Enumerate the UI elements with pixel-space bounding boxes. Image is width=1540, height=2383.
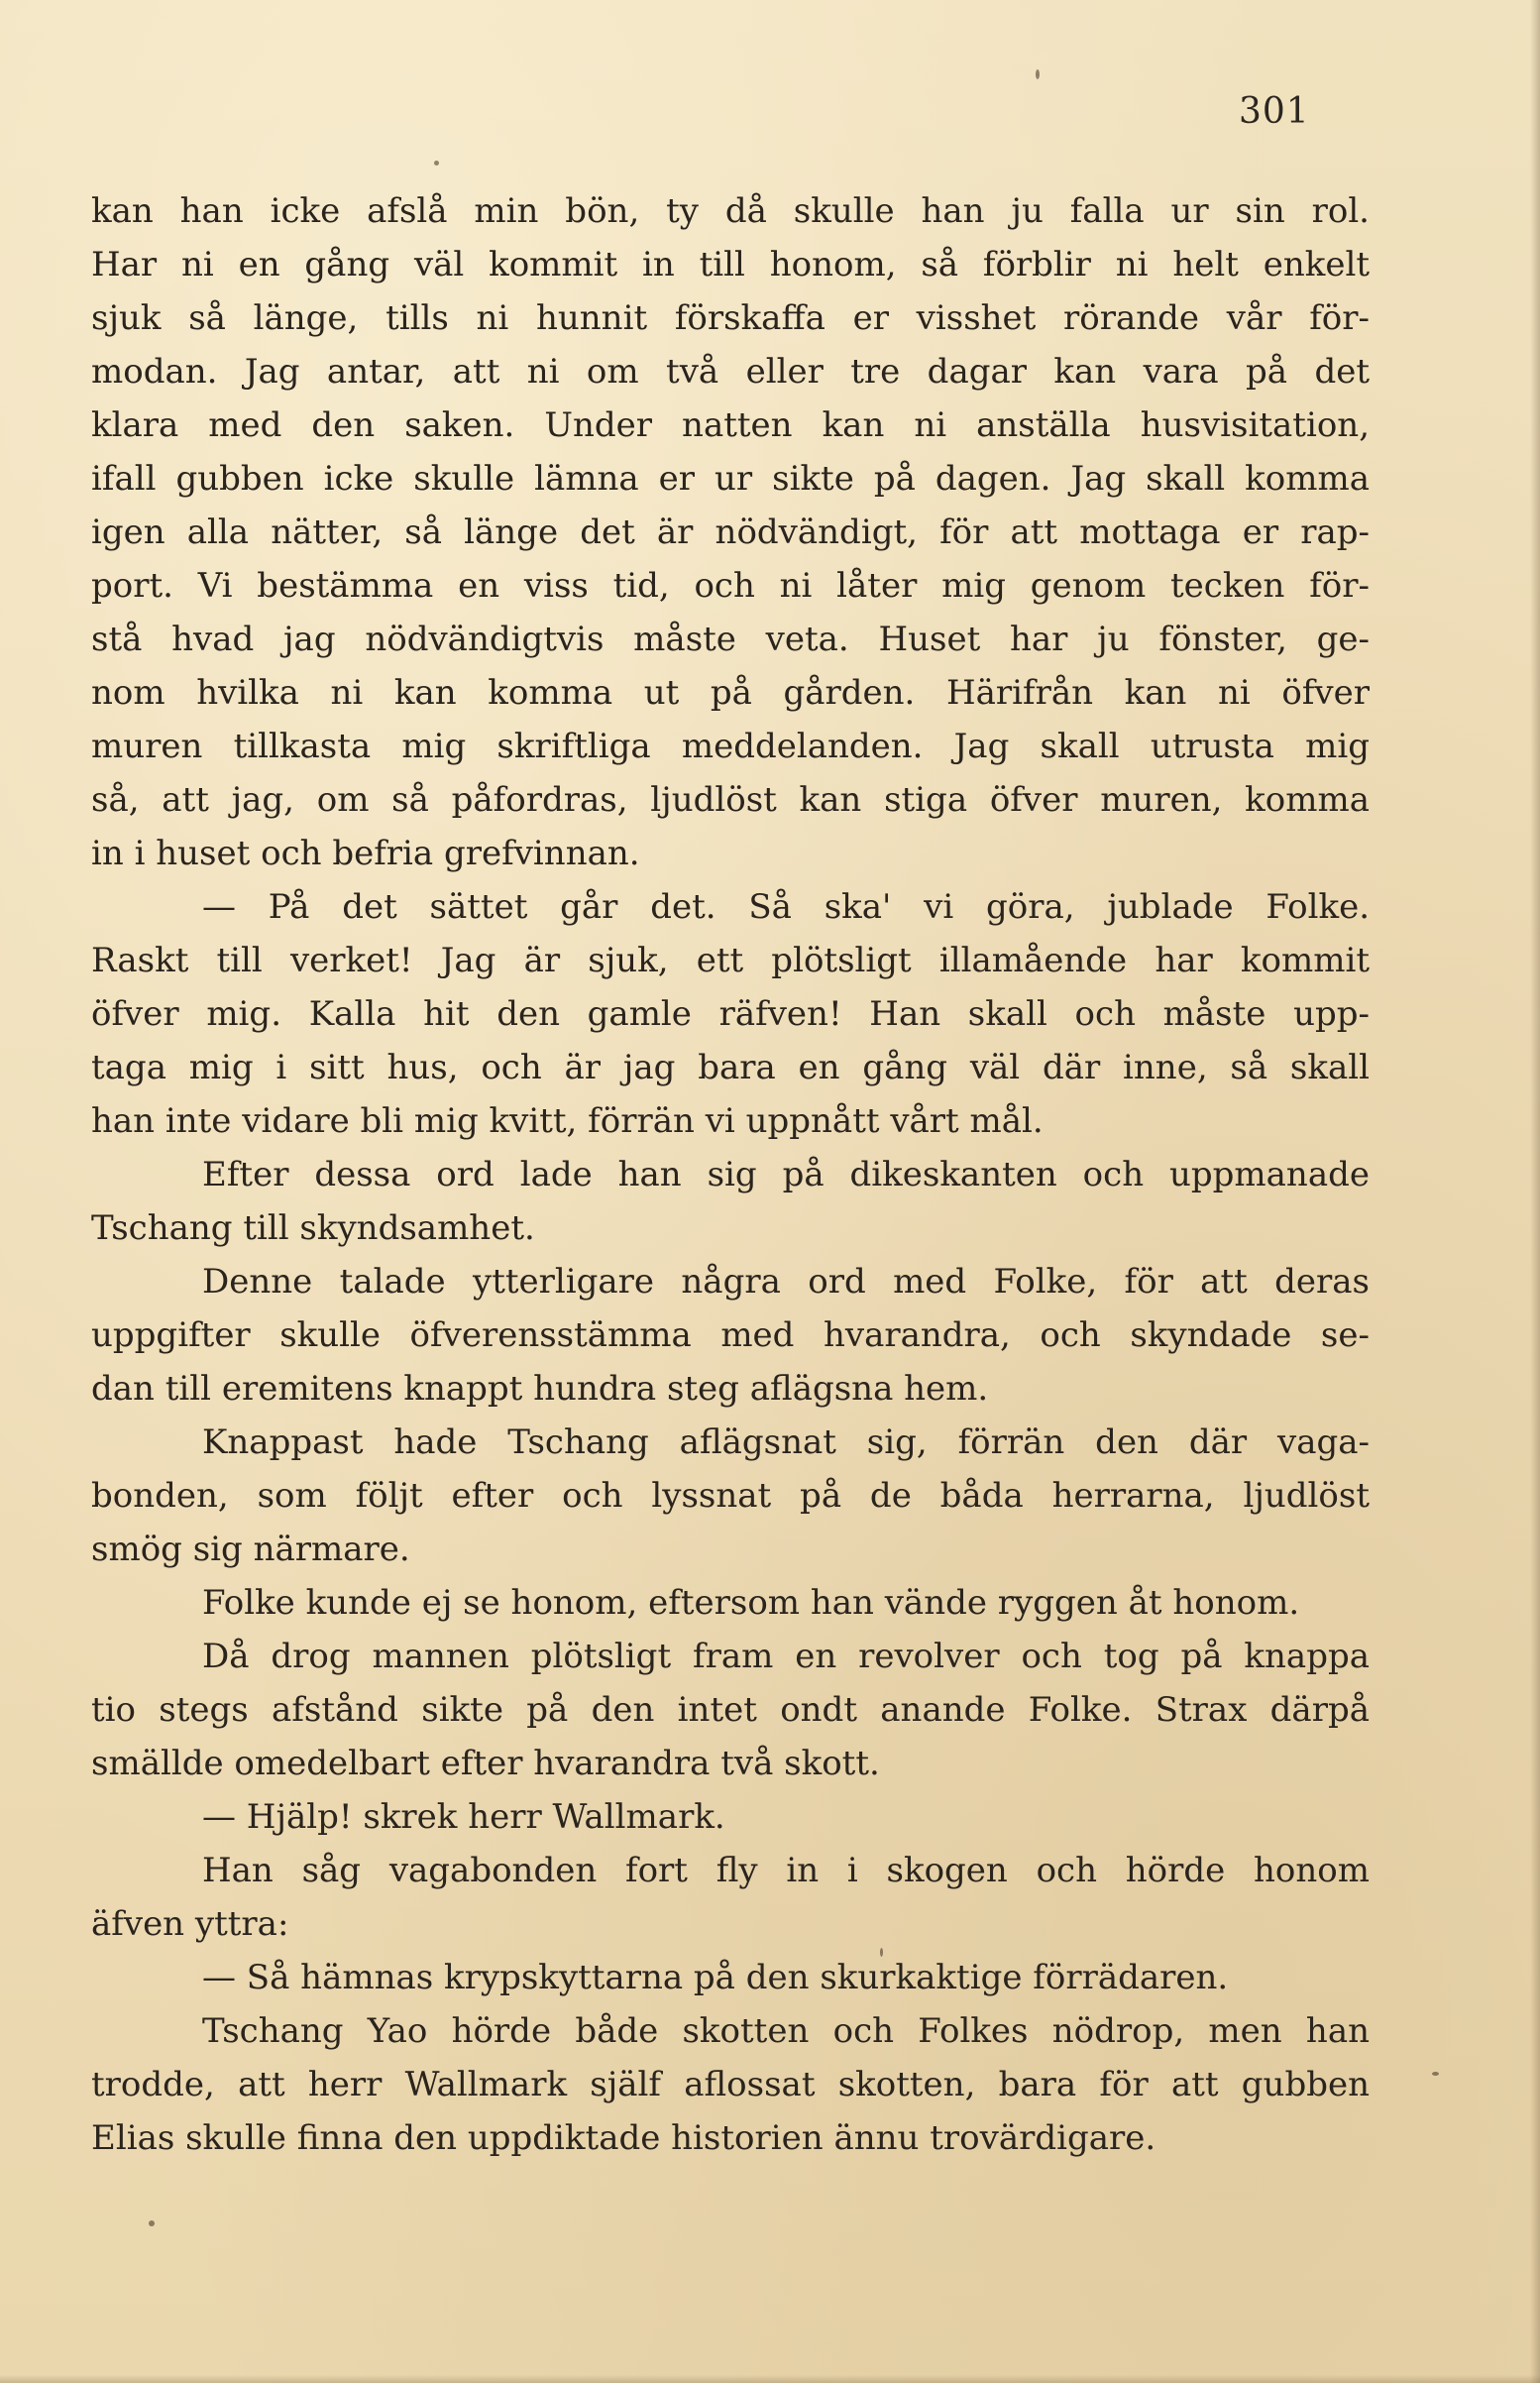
- text-line: äfven yttra:: [91, 1904, 289, 1944]
- text-line: Raskt till verket! Jag är sjuk, ett plötsligt illamående har kommit: [91, 941, 1370, 980]
- text-line: kan han icke afslå min bön, ty då skulle han ju falla ur sin rol.: [91, 191, 1370, 231]
- paragraph: [91, 1844, 1370, 1951]
- paper-speck: [149, 2220, 155, 2226]
- text-line: uppgifter skulle öfverensstämma med hvarandra, och skyndade se-: [91, 1315, 1370, 1355]
- paragraph: [91, 880, 1370, 1148]
- page-edge-shadow: [1530, 0, 1540, 2383]
- text-line: trodde, att herr Wallmark själf aflossat skotten, bara för att gubben: [91, 2065, 1370, 2104]
- text-line: ifall gubben icke skulle lämna er ur sikte på dagen. Jag skall komma: [91, 459, 1370, 499]
- text-line: dan till eremitens knappt hundra steg aflägsna hem.: [91, 1369, 989, 1409]
- paragraph: [91, 1790, 1370, 1844]
- text-line: — Hjälp! skrek herr Wallmark.: [202, 1797, 725, 1837]
- paragraph: [91, 1416, 1370, 1576]
- text-line: muren tillkasta mig skriftliga meddelanden. Jag skall utrusta mig: [91, 727, 1370, 766]
- paper-speck: [1036, 69, 1040, 79]
- paragraph: [91, 1630, 1370, 1790]
- text-line: Folke kunde ej se honom, eftersom han vände ryggen åt honom.: [202, 1583, 1300, 1623]
- text-line: tio stegs afstånd sikte på den intet ondt anande Folke. Strax därpå: [91, 1690, 1370, 1730]
- text-line: Efter dessa ord lade han sig på dikeskanten och uppmanade: [202, 1155, 1370, 1194]
- text-line: smällde omedelbart efter hvarandra två skott.: [91, 1744, 880, 1783]
- paragraph: [91, 184, 1370, 880]
- text-line: sjuk så länge, tills ni hunnit förskaffa er visshet rörande vår för-: [91, 298, 1370, 338]
- paper-speck: [434, 161, 439, 166]
- paragraph: [91, 1576, 1370, 1630]
- paragraph: [91, 1255, 1370, 1416]
- text-line: så, att jag, om så påfordras, ljudlöst kan stiga öfver muren, komma: [91, 780, 1370, 820]
- text-line: Elias skulle finna den uppdiktade historien ännu trovärdigare.: [91, 2118, 1156, 2158]
- text-line: smög sig närmare.: [91, 1530, 410, 1569]
- paragraph: [91, 1951, 1370, 2004]
- text-line: Tschang till skyndsamhet.: [91, 1208, 535, 1248]
- paper-speck: [880, 1948, 883, 1957]
- text-line: Tschang Yao hörde både skotten och Folkes nödrop, men han: [202, 2011, 1370, 2051]
- text-line: öfver mig. Kalla hit den gamle räfven! Han skall och måste upp-: [91, 994, 1370, 1034]
- text-line: nom hvilka ni kan komma ut på gården. Härifrån kan ni öfver: [91, 673, 1370, 713]
- text-line: bonden, som följt efter och lyssnat på de båda herrarna, ljudlöst: [91, 1476, 1370, 1516]
- text-line: Då drog mannen plötsligt fram en revolver och tog på knappa: [202, 1637, 1370, 1676]
- text-line: klara med den saken. Under natten kan ni anställa husvisitation,: [91, 405, 1370, 445]
- text-line: stå hvad jag nödvändigtvis måste veta. Huset har ju fönster, ge-: [91, 620, 1370, 659]
- text-line: igen alla nätter, så länge det är nödvändigt, för att mottaga er rap-: [91, 512, 1370, 552]
- paragraph: [91, 1148, 1370, 1255]
- page-bottom-shadow: [0, 2375, 1540, 2383]
- text-line: Denne talade ytterligare några ord med Folke, för att deras: [202, 1262, 1370, 1302]
- text-line: Har ni en gång väl kommit in till honom, så förblir ni helt enkelt: [91, 245, 1370, 284]
- text-line: Knappast hade Tschang aflägsnat sig, förrän den där vaga-: [202, 1422, 1370, 1462]
- text-line: — På det sättet går det. Så ska' vi göra, jublade Folke.: [202, 887, 1370, 927]
- paper-speck: [1432, 2072, 1439, 2076]
- text-line: han inte vidare bli mig kvitt, förrän vi uppnått vårt mål.: [91, 1101, 1044, 1141]
- body-text: [91, 184, 1370, 2165]
- paragraph: [91, 2004, 1370, 2165]
- text-line: Han såg vagabonden fort fly in i skogen och hörde honom: [202, 1851, 1370, 1890]
- text-line: taga mig i sitt hus, och är jag bara en gång väl där inne, så skall: [91, 1048, 1370, 1087]
- text-line: port. Vi bestämma en viss tid, och ni låter mig genom tecken för-: [91, 566, 1370, 606]
- page-number: 301: [1239, 91, 1310, 132]
- text-line: modan. Jag antar, att ni om två eller tre dagar kan vara på det: [91, 352, 1370, 392]
- text-line: in i huset och befria grefvinnan.: [91, 834, 640, 873]
- text-line: — Så hämnas krypskyttarna på den skurkaktige förrädaren.: [202, 1958, 1229, 1997]
